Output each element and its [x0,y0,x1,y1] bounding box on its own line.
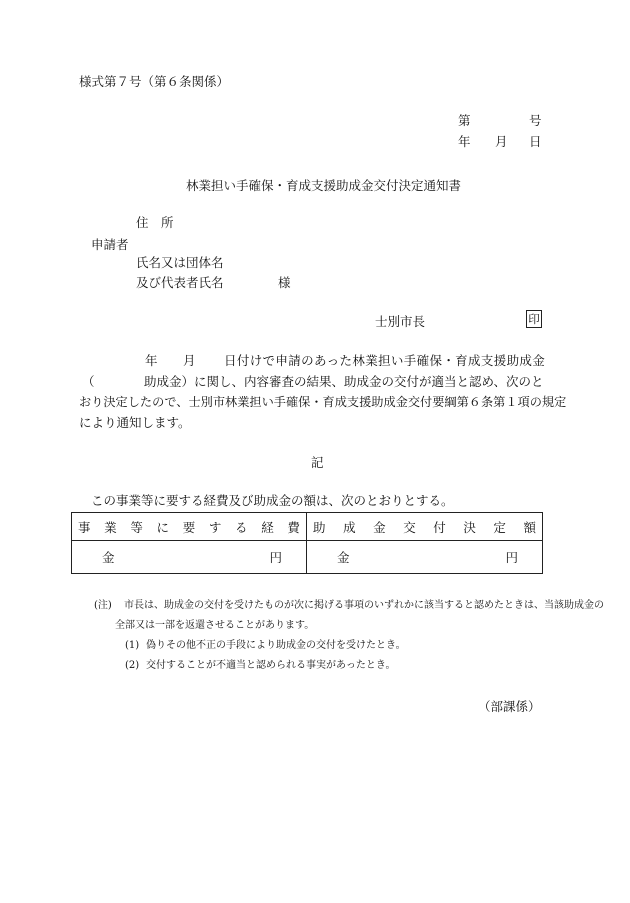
amount-label: 金 [102,550,115,565]
amount-label: 金 [337,550,350,565]
header-char: 交 [403,519,416,535]
notes-item1-number: (1) [125,640,140,651]
date-year: 年 [458,134,471,149]
body-line3: おり決定したので、士別市林業担い手確保・育成支援助成金交付要綱第６条第１項の規定 [79,395,567,409]
ki-mark: 記 [311,455,324,470]
header-char: 助 [313,519,326,535]
expense-table [71,512,543,574]
date-month: 月 [495,134,508,149]
notes-line1: 市長は、助成金の交付を受けたものが次に掲げる事項のいずれかに該当すると認めたときは、当該助成金の [124,600,604,611]
header-char: 等 [130,519,143,535]
header-char: 金 [373,519,386,535]
header-char: す [208,519,222,535]
notes-item2-number: (2) [125,660,140,671]
body-line1-rest: 日付けで申請のあった林業担い手確保・育成支援助成金 [224,353,546,368]
header-char: る [235,519,248,535]
yen-unit: 円 [505,550,518,565]
honorific: 様 [278,275,291,290]
header-char: 定 [493,519,506,535]
body-line2-rest: 助成金）に関し、内容審査の結果、助成金の交付が適当と認め、次のと [144,374,544,389]
header-char: に [156,519,170,535]
notes-line2: 全部又は一部を返還させることがあります。 [115,620,315,631]
body-line1-month: 月 [183,353,196,368]
header-char: 経 [261,519,274,535]
body-line4: により通知します。 [79,415,191,430]
representative-label: 及び代表者氏名 [136,275,224,290]
header-char: 額 [523,519,536,535]
header-char: 事 [78,519,91,535]
expense-amount-cell [72,541,307,574]
notes-marker: (注) [94,600,112,611]
body-line1-year: 年 [145,353,158,368]
header-char: 費 [287,519,300,535]
form-number: 様式第７号（第６条関係） [79,74,230,89]
doc-number-prefix: 第 [458,113,471,128]
date-day: 日 [529,134,542,149]
header-char: 成 [343,519,356,535]
notes-item2: 交付することが不適当と認められる事実があったとき。 [146,660,396,671]
address-label: 住 所 [136,215,174,230]
applicant-label: 申請者 [91,237,129,252]
issuer-name: 士別市長 [375,314,426,329]
document-title: 林業担い手確保・育成支援助成金交付決定通知書 [186,178,462,193]
seal-mark: 印 [526,310,542,328]
grant-amount-cell [307,541,543,574]
yen-unit: 円 [269,550,282,565]
header-char: 決 [463,519,476,535]
header-char: 付 [433,519,446,535]
header-char: 業 [104,519,117,535]
intro-text: この事業等に要する経費及び助成金の額は、次のとおりとする。 [91,493,454,508]
header-char: 要 [182,519,196,535]
body-line2-open: （ [82,374,95,389]
header-expense [72,513,307,541]
header-grant-amount [307,513,543,541]
doc-number-suffix: 号 [529,113,542,128]
department-label: （部課係） [478,699,541,714]
name-label: 氏名又は団体名 [136,255,224,270]
notes-item1: 偽りその他不正の手段により助成金の交付を受けたとき。 [146,640,406,651]
